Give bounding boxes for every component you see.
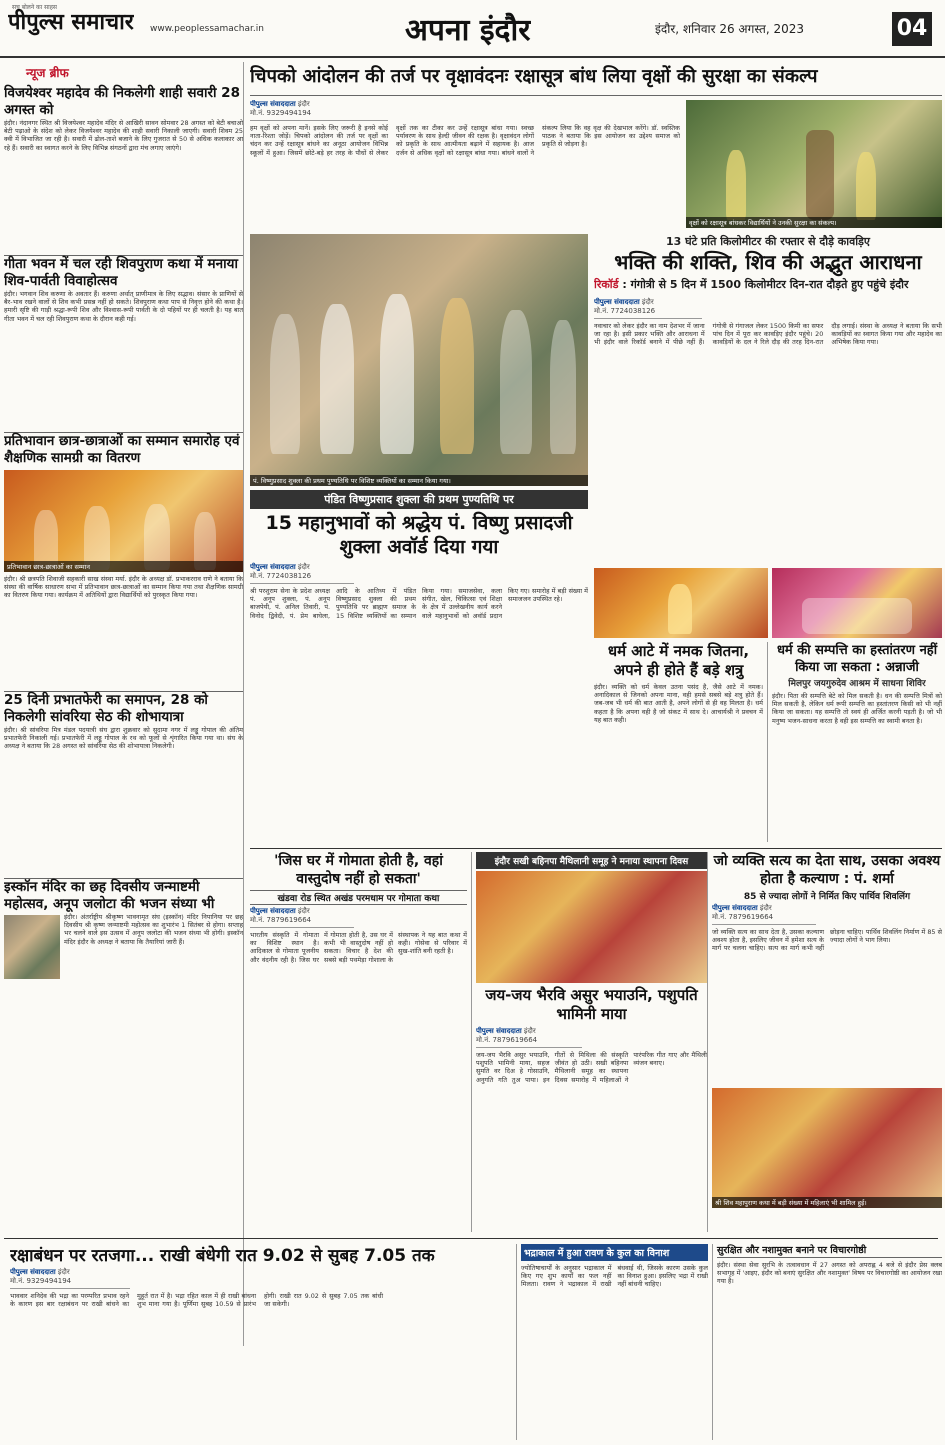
singer-portrait [4,915,60,979]
record-label: रिकॉर्ड [594,278,619,291]
tree-rakhi-photo [686,100,942,228]
kalyan-body: जो व्यक्ति सत्य का साथ देता है, उसका कल्याण अवश्य होता है, इसलिए जीवन में हमेशा सत्य के मार्ग पर चलना चाहिए। सत्य का मार्ग कभी नहीं छोड़ना चाहिए। पार्थिव शिवलिंग निर्माण में 85 से ज्यादा लोगों ने भाग लिया। [712,928,942,953]
brief-5 [4,878,243,1033]
dharm-sampatti-headline: धर्म की सम्पत्ति का हस्तांतरण नहीं किया जा सकता : अन्नाजी [776,643,938,675]
kanwad-byline: पीपुल्स संवाददाता इंदौर मो.नं. 7724038126 [594,298,702,319]
news-brief-label: न्यूज ब्रीफ [26,66,69,80]
dharm-namak-headline: धर्म आटे में नमक जितना, अपने ही होते हैं बड़े शत्रु [607,642,750,679]
page-number: 04 [892,12,932,46]
brief-4-body: इंदौर। श्री सांवरिया मित्र मंडल पदयात्री संघ द्वारा शुक्रवार को सुदामा नगर में लड्डू गोपाल की अंतिम प्रभातफेरी निकाली गई। प्रभातफेरी में लड्डू गोपाल के रथ को फूलों से शृंगारित किया गया था। संघ के अध्यक्ष ने बताया कि 28 अगस्त को सांवरिया सेठ की शोभायात्रा निकलेगी। [4,726,243,751]
maithili-story [476,852,708,1232]
award-headline: 15 महानुभावों को श्रद्धेय पं. विष्णु प्रसादजी शुक्ला अवॉर्ड दिया गया [265,512,573,558]
maithili-headline: जय-जय भैरवि असुर भयाउनि, पशुपति भामिनी माया [485,986,698,1023]
record-text: गंगोत्री से 5 दिन में 1500 किलोमीटर दिन-रात दौड़ते हुए पहुंचे इंदौर [630,278,909,291]
maithili-mobile: मो.नं. 7879619664 [476,1036,538,1044]
rakhi-mobile: मो.नं. 9329494194 [10,1277,72,1285]
shiv-puran-crowd-caption: श्री शिव महापुराण कथा में बड़ी संख्या में महिलाएं भी शामिल हुई। [712,1197,942,1208]
dharm-sampatti-story [772,642,942,842]
award-byline: पीपुल्स संवाददाता इंदौर मो.नं. 7724038126 [250,563,354,584]
masthead [0,0,945,58]
issue-date: इंदौर, शनिवार 26 अगस्त, 2023 [655,22,805,36]
bhadra-story [516,1244,708,1440]
kanwad-mobile: मो.नं. 7724038126 [594,307,656,315]
brief-2-headline: गीता भवन में चल रही शिवपुराण कथा में मनाया शिव-पार्वती विवाहोत्सव [4,256,238,289]
maithili-body: जय-जय भैरवि असुर भयाउनि, पशुपति भामिनी माया, सहज सुमति वर दिअ हे गोसाउनि, अनुगति गति तुअ पाया। इन गीतों से मिथिला की संस्कृति जीवंत हो उठी। सखी बहिनपा मैथिलानी समूह का स्थापना दिवस समारोह में महिलाओं ने पारंपरिक गीत गाए और मैथिली व्यंजन बनाए। [476,1051,707,1084]
award-body: श्री परशुराम सेना के प्रदेश अध्यक्ष पं. अनूप शुक्ला, पं. अनूप बाजपेयी, पं. अनिल तिवारी, पं. विनोद द्विवेदी, पं. प्रेम बाघेला, आदि के आतिथ्य में पंडित विष्णुप्रसाद शुक्ला की प्रथम पुण्यतिथि पर ब्राह्मण समाज के 15 विशिष्ट व्यक्तियों का सम्मान किया गया। समाजसेवा, कला संगीत, खेल, चिकित्सा एवं शिक्षा के क्षेत्र में उल्लेखनीय कार्य करने वाले महानुभावों को अवॉर्ड प्रदान किए गए। समारोह में बड़ी संख्या में समाजजन उपस्थित रहे। [250,587,588,620]
kalyan-kicker: 85 से ज्यादा लोगों ने निर्मित किए पार्थिव शिवलिंग [743,892,911,902]
brief-2-body: इंदौर। भगवान शिव करुणा के अवतार हैं। करुणा अर्थात् प्राणीमात्र के लिए सद्भाव। संसार के प्राणियों से बैर-भाव रखने वालों से शिव कभी प्रसन्न नहीं हो सकते। शिवपुराण कथा पाप से निवृत्त होने की कथा है। हमारी सृष्टि की गाड़ी श्रद्धा-रूपी शिव और विश्वास-रूपी पार्वती के दो पहियों पर ही चलती है। यह बात गीता भवन में चल रही शिवपुराण कथा के दौरान कही गई। [4,290,243,323]
kanwad-story [594,234,942,568]
brief-5-body: इंदौर। अंतर्राष्ट्रीय श्रीकृष्ण भावनामृत संघ (इस्कॉन) मंदिर निपानिया पर छह दिवसीय श्री कृष्ण जन्माष्टमी महोत्सव का शुभारंभ 1 सितंबर से होगा। सप्ताह भर चलने वाले इस उत्सव में अनूप जलोटा की भजन संध्या भी होगी। इस्कॉन मंदिर इंदौर के अध्यक्ष ने बताया कि तैयारियां जारी हैं। [64,913,243,946]
brief-5-headline: इस्कॉन मंदिर का छह दिवसीय जन्माष्टमी महोत्सव, अनूप जलोटा की भजन संध्या भी [4,879,215,912]
tree-rakhi-caption: वृक्षों को रक्षासूत्र बांधकर विद्यार्थियों ने उनकी सुरक्षा का संकल्प। [686,217,942,228]
award-story [250,490,588,842]
kalyan-byline: पीपुल्स संवाददाता इंदौर मो.नं. 7879619664 [712,904,816,925]
top-story-byline: पीपुल्स संवाददाता इंदौर मो.नं. 9329494194 [250,100,388,121]
brief-4 [4,691,243,874]
seminar-headline: सुरक्षित और नशामुक्त बनाने पर विचारगोष्ठी [717,1244,942,1258]
brief-1 [4,85,243,251]
brief-2 [4,255,243,428]
maithili-group-photo [476,871,707,983]
kalyan-headline: जो व्यक्ति सत्य का देता साथ, उसका अवश्य होता है कल्याण : पं. शर्मा [713,853,941,887]
bhadra-label: भद्राकाल में हुआ रावण के कुल का विनाश [521,1244,708,1261]
top-story-headline: चिपको आंदोलन की तर्ज पर वृक्षावंदनः रक्षासूत्र बांध लिया वृक्षों की सुरक्षा का संकल्प [250,66,818,87]
pravachan-photo [594,568,768,638]
gau-katha-mobile: मो.नं. 7879619664 [250,916,312,924]
kanwad-headline: भक्ति की शक्ति, शिव की अद्भुत आराधना [614,250,922,274]
brief-3-body: इंदौर। श्री छत्रपति शिवाजी सहकारी साख संस्था मर्या. इंदौर के अध्यक्ष डॉ. प्रभाकरराव राणे ने बताया कि संस्था की वार्षिक साधारण सभा में प्रतिभावान छात्र-छात्राओं का सम्मान किया गया तथा शैक्षणिक सामग्री का वितरण किया गया। कार्यक्रम में अतिथियों द्वारा विद्यार्थियों को पुरस्कृत किया गया। [4,575,243,600]
award-group-caption: पं. विष्णुप्रसाद शुक्ला की प्रथम पुण्यतिथि पर विशिष्ट व्यक्तियों का सम्मान किया गया। [250,475,588,486]
gau-katha-byline: पीपुल्स संवाददाता इंदौर मो.नं. 7879619664 [250,907,354,928]
top-story-body: हम वृक्षों को अपना मानें। इसके लिए जरूरी है इनसे कोई नाता-रिश्ता जोड़ें। चिपको आंदोलन की तर्ज पर वृक्षों का चंदन कर उन्हें रक्षासूत्र बांधने का अनूठा आयोजन विभिन्न स्कूलों में हुआ। जिसमें छोटे-बड़े हर तरह के पौधों से लेकर वृक्षों तक का टीका कर उन्हें रक्षासूत्र बांधा गया। स्वच्छ पर्यावरण के साथ हेल्दी जीवन की रक्षक है। वृक्षावंदन लोगों को प्रकृति के साथ आत्मीयता बढ़ाने में सहायक है। आज दर्जन से अधिक वृक्षों को रक्षासूत्र बांधा गया। बांधने वालों ने संकल्प लिया कि वह वृक्ष की देखभाल करेंगे। डॉ. स्वस्तिक पाठक ने बताया कि इस आयोजन का उद्देश्य समाज को प्रकृति से जोड़ना है। [250,124,680,157]
dharm-namak-body: इंदौर। व्यक्ति को धर्म केवल उतना पसंद है, जैसे आटे में नमक। अनादिकाल से जिनको अपना माना, वही हमसे सबसे बड़े शत्रु होते हैं। जब-जब भी धर्म की बात आती है, अपने लोगों से ही वह मिलता है। धर्म कहता है कि अपना वही है जो संकट में साथ दे। आचार्यश्री ने प्रवचन में यह बात कही। [594,683,763,724]
kalyan-mobile: मो.नं. 7879619664 [712,913,774,921]
top-story-mobile: मो.नं. 9329494194 [250,109,312,117]
rakhi-byline: पीपुल्स संवाददाता इंदौर मो.नं. 9329494194 [10,1268,130,1289]
brief-3-headline: प्रतिभावान छात्र-छात्राओं का सम्मान समारोह एवं शैक्षणिक सामग्री का वितरण [4,433,240,466]
top-story-headline-bar [250,62,942,96]
kalyan-story [712,852,942,1232]
brief-3 [4,432,243,687]
gau-katha-story [250,852,472,1232]
rakhi-body: भाववार शनिदेव की भद्रा का परम्परित प्रभाव रहने के कारण इस बार रक्षाबंधन पर राखी बांधने का मुहूर्त रात में है। भद्रा रहित काल में ही राखी बांधना शुभ माना गया है। पूर्णिमा सुबह 10.59 से प्रारंभ होगी। राखी रात 9.02 से सुबह 7.05 तक बांधी जा सकेगी। [10,1292,383,1309]
rakhi-headline: रक्षाबंधन पर रतजगा... राखी बंधेगी रात 9.02 से सुबह 7.05 तक [10,1246,435,1266]
award-ceremony-caption: प्रतिभावान छात्र-छात्राओं का सम्मान [4,561,243,572]
bottom-divider [4,1238,938,1239]
award-ceremony-photo [4,470,243,572]
top-story-text [250,100,680,228]
brief-1-body: इंदौर। नंदानगर स्थित श्री विजयेश्वर महादेव मंदिर से आखिरी सावन सोमवार 28 अगस्त को बेटी बचाओ बेटी पढ़ाओ के संदेश को लेकर विजयेश्वर महादेव की शाही सवारी निकाली जाएगी। सवारी शिवम 25 क्वी में विभाजित जा रही है। सवारी में ढोल-ताशे बजाने के लिए गुजरात से 50 से अधिक कलाकार आ रहे हैं। सवारी का स्वागत करने के लिए विभिन्न संगठनों द्वारा मंच लगाए जाएंगे। [4,119,243,152]
award-kicker: पंडित विष्णुप्रसाद शुक्ला की प्रथम पुण्यतिथि पर [250,490,588,509]
dharm-namak-story [594,642,768,842]
kanwad-kicker: 13 घंटे प्रति किलोमीटर की रफ्तार से दौड़े कावड़िए [665,235,871,248]
dharm-sampatti-body: इंदौर। पिता की सम्पत्ति बेटे को मिल सकती है। धन की सम्पत्ति मित्रों को मिल सकती है, लेकिन धर्म रूपी सम्पत्ति का हस्तांतरण किसी को भी नहीं किया जा सकता। यह सम्पत्ति तो स्वयं ही अर्जित करनी पड़ती है। जो भी मनुष्य भजन-साधना करता है वही इस सम्पत्ति का स्वामी बनता है। [772,692,942,725]
brand-logo: पीपुल्स समाचार [8,9,134,35]
seminar-body: इंदौर। संस्था सेवा सुरभि के तत्वावधान में 27 अगस्त को अपराह्न 4 बजे से इंदौर प्रेस क्लब सभागृह में 'आइए, इंदौर को बनाएं सुरक्षित और नशामुक्त' विषय पर विचारगोष्ठी का आयोजन रखा गया है। [717,1261,942,1286]
award-mobile: मो.नं. 7724038126 [250,572,312,580]
maithili-byline: पीपुल्स संवाददाता इंदौर मो.नं. 7879619664 [476,1027,582,1048]
shiv-puran-crowd-photo [712,1088,942,1208]
seminar-story [712,1244,942,1440]
sadhana-shivir-photo [772,568,942,638]
kanwad-record-line: रिकॉर्ड : गंगोत्री से 5 दिन में 1500 किलोमीटर दिन-रात दौड़ते हुए पहुंचे इंदौर [594,278,909,291]
section-title: अपना इंदौर [405,13,531,48]
brand-tagline: सच बोलने का साहस [12,4,57,11]
gau-katha-kicker: खंडवा रोड स्थित अखंड परमधाम पर गोमाता कथा [250,890,467,905]
maithili-kicker: इंदौर सखी बहिनपा मैथिलानी समूह ने मनाया स्थापना दिवस [476,852,707,869]
brief-4-headline: 25 दिनी प्रभातफेरी का समापन, 28 को निकलेगी सांवरिया सेठ की शोभायात्रा [4,692,208,725]
brief-1-headline: विजयेश्वर महादेव की निकलेगी शाही सवारी 28 अगस्त को [4,85,240,118]
site-url[interactable]: www.peoplessamachar.in [150,24,264,34]
gau-katha-body: भारतीय संस्कृति में गोमाता का विशिष्ट स्थान है। आदिकाल से गोमाता पूजनीय और वंदनीय रही है। जिस घर में गोमाता होती है, उस घर में कभी भी वास्तुदोष नहीं हो सकता। विचार है देश की सबसे बड़ी पथमेड़ा गोशाला के संस्थापक ने यह बात कथा में कही। गोसेवा से परिवार में सुख-शांति बनी रहती है। [250,931,467,964]
section-divider [250,848,942,849]
gau-katha-headline: 'जिस घर में गोमाता होती है, वहां वास्तुदोष नहीं हो सकता' [274,853,443,887]
award-group-photo [250,234,588,486]
left-column [4,62,244,1346]
dharm-sampatti-kicker: मिलपुर जयगुरुदेव आश्रम में साधना शिविर [788,679,926,689]
rakhi-story [10,1244,510,1440]
kanwad-body: नवाचार को लेकर इंदौर का नाम देशभर में जाना जा रहा है। इसी प्रकार भक्ति और आराधना में भी इंदौर वाले रिकॉर्ड बनाने में पीछे नहीं हैं। गंगोत्री से गंगाजल लेकर 1500 किमी का सफर पांच दिन में पूरा कर कावड़िए इंदौर पहुंचे। 20 कावड़ियों के दल ने रिले दौड़ की तरह दिन-रात दौड़ लगाई। संस्था के अध्यक्ष ने बताया कि सभी कावड़ियों का स्वागत किया गया और महादेव का अभिषेक किया गया। [594,322,942,347]
bhadra-body: ज्योतिषाचार्यों के अनुसार भद्राकाल में किए गए शुभ कार्यों का फल नहीं मिलता। रावण ने भद्राकाल में राखी बंधवाई थी, जिसके कारण उसके कुल का विनाश हुआ। इसलिए भद्रा में राखी नहीं बांधनी चाहिए। [521,1264,708,1289]
